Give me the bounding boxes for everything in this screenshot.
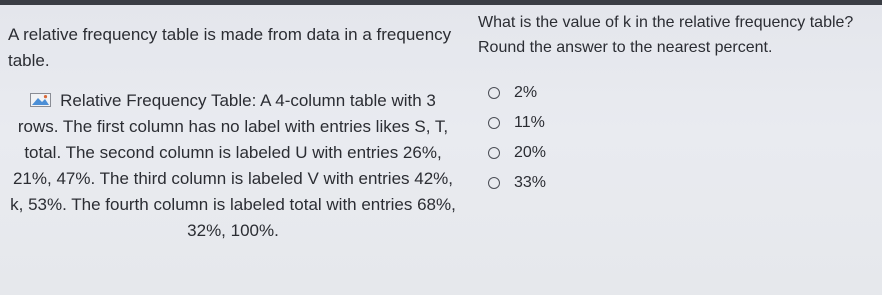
radio-button[interactable] bbox=[488, 87, 500, 99]
option-2-percent[interactable] bbox=[488, 78, 878, 108]
table-image-alt bbox=[8, 88, 464, 244]
option-20-percent[interactable] bbox=[488, 138, 878, 168]
radio-button[interactable] bbox=[488, 147, 500, 159]
option-label: 11% bbox=[514, 114, 545, 131]
option-11-percent[interactable] bbox=[488, 108, 878, 138]
question-line-2: Round the answer to the nearest percent. bbox=[478, 39, 773, 56]
question-panel bbox=[478, 10, 878, 214]
option-33-percent[interactable] bbox=[488, 168, 878, 198]
problem-context bbox=[8, 22, 464, 244]
screen-bezel bbox=[0, 0, 882, 5]
radio-button[interactable] bbox=[488, 177, 500, 189]
table-alt-text: Relative Frequency Table: A 4-column table with 3 rows. The first column has no label with entries likes S, T, total. The second column is labeled U with entries 26%, 21%, 47%. The third column is labeled V with entries 42%, k, 53%. The fourth column is labeled total with entries 68%, 32%, 100%. bbox=[10, 91, 456, 240]
question-line-1: What is the value of k in the relative frequency table? bbox=[478, 14, 854, 31]
problem-intro: A relative frequency table is made from data in a frequency table. bbox=[8, 25, 452, 70]
radio-button[interactable] bbox=[488, 117, 500, 129]
option-label: 2% bbox=[514, 84, 538, 101]
broken-image-icon bbox=[30, 93, 52, 107]
option-label: 20% bbox=[514, 144, 547, 161]
answer-options bbox=[478, 78, 878, 198]
option-label: 33% bbox=[514, 174, 547, 191]
